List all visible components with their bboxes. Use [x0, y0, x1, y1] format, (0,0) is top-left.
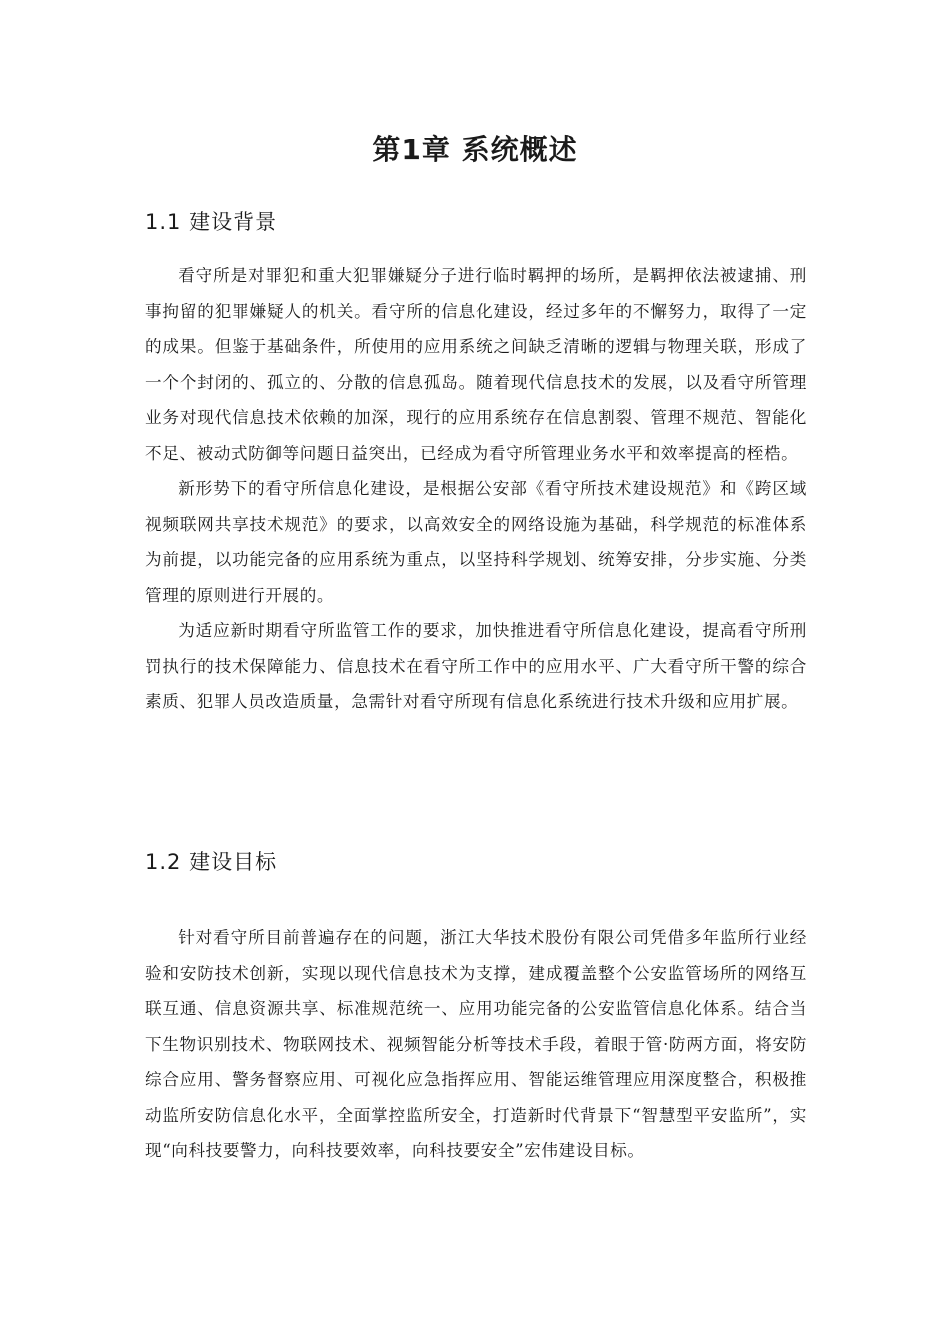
paragraph: 看守所是对罪犯和重大犯罪嫌疑分子进行临时羁押的场所，是羁押依法被逮捕、刑事拘留的犯罪嫌疑人的机关。看守所的信息化建设，经过多年的不懈努力，取得了一定的成果。但鉴于基础条件，所使用的应用系统之间缺乏清晰的逻辑与物理关联，形成了一个个封闭的、孤立的、分散的信息孤岛。随着现代信息技术的发展，以及看守所管理业务对现代信息技术依赖的加深，现行的应用系统存在信息割裂、管理不规范、智能化不足、被动式防御等问题日益突出，已经成为看守所管理业务水平和效率提高的桎梏。 — [145, 266, 807, 463]
section-heading-1-1: 1.1 建设背景 — [145, 210, 278, 234]
paragraph: 为适应新时期看守所监管工作的要求，加快推进看守所信息化建设，提高看守所刑罚执行的技术保障能力、信息技术在看守所工作中的应用水平、广大看守所干警的综合素质、犯罪人员改造质量，急需针对看守所现有信息化系统进行技术升级和应用扩展。 — [145, 621, 807, 711]
section-heading-1-2: 1.2 建设目标 — [145, 850, 278, 874]
paragraph: 针对看守所目前普遍存在的问题，浙江大华技术股份有限公司凭借多年监所行业经验和安防技术创新，实现以现代信息技术为支撑，建成覆盖整个公安监管场所的网络互联互通、信息资源共享、标准规范统一、应用功能完备的公安监管信息化体系。结合当下生物识别技术、物联网技术、视频智能分析等技术手段，着眼于管·防两方面，将安防综合应用、警务督察应用、可视化应急指挥应用、智能运维管理应用深度整合，积极推动监所安防信息化水平，全面掌控监所安全，打造新时代背景下“智慧型平安监所”，实现“向科技要警力，向科技要效率，向科技要安全”宏伟建设目标。 — [145, 928, 807, 1160]
paragraph: 新形势下的看守所信息化建设，是根据公安部《看守所技术建设规范》和《跨区域视频联网共享技术规范》的要求，以高效安全的网络设施为基础，科学规范的标准体系为前提，以功能完备的应用系统为重点，以坚持科学规划、统筹安排，分步实施、分类管理的原则进行开展的。 — [145, 479, 807, 605]
chapter-title: 第1章 系统概述 — [372, 133, 578, 166]
section-body-1-2 — [145, 920, 807, 1169]
section-body-1-1 — [145, 258, 807, 720]
